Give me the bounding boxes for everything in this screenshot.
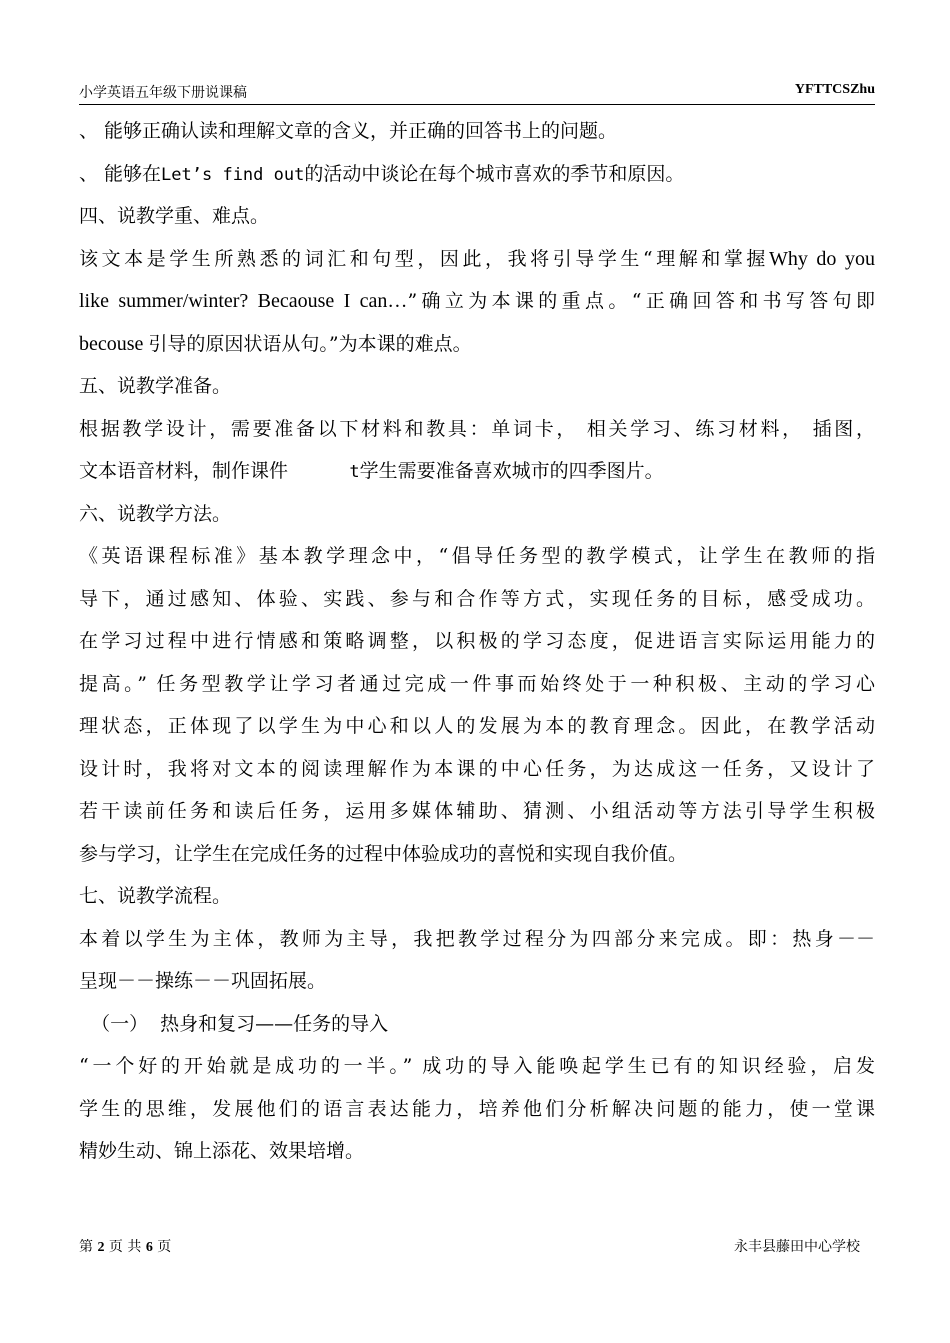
text-line: 学生的思维，发展他们的语言表达能力，培养他们分析解决问题的能力，使一堂课 (79, 1097, 875, 1120)
text-line: becouse 引导的原因状语从句。”为本课的难点。 (79, 332, 472, 355)
text-line: 、 能够正确认读和理解文章的含义，并正确的回答书上的问题。 (79, 120, 618, 142)
text-line: 、 能够在Let’s find out的活动中谈论在每个城市喜欢的季节和原因。 (79, 162, 685, 185)
document-body (79, 110, 875, 1173)
subsection-heading: （一） 热身和复习——任务的导入 (79, 1012, 389, 1035)
text-line: 《英语课程标准》基本教学理念中，“倡导任务型的教学模式，让学生在教师的指 (79, 545, 875, 567)
text-line: 根据教学设计，需要准备以下材料和教具：单词卡， 相关学习、练习材料， 插图， (79, 417, 875, 440)
section-heading: 七、说教学流程。 (79, 885, 232, 907)
header-title: 小学英语五年级下册说课稿 (79, 85, 247, 101)
text-line: 导下，通过感知、体验、实践、参与和合作等方式，实现任务的目标，感受成功。 (79, 587, 875, 610)
text-line: 精妙生动、锦上添花、效果培增。 (79, 1140, 365, 1162)
text-line: 文本语音材料，制作课件 t学生需要准备喜欢城市的四季图片。 (79, 460, 664, 482)
text-line: 若干读前任务和读后任务，运用多媒体辅助、猜测、小组活动等方法引导学生积极 (79, 800, 875, 822)
text-line: 本着以学生为主体，教师为主导，我把教学过程分为四部分来完成。即：热身－－ (79, 927, 875, 950)
text-line: 理状态，正体现了以学生为中心和以人的发展为本的教育理念。因此，在教学活动 (79, 715, 875, 737)
text-line: “一个好的开始就是成功的一半。” 成功的导入能唤起学生已有的知识经验，启发 (79, 1055, 875, 1077)
text-line: 呈现－－操练－－巩固拓展。 (79, 970, 327, 992)
text-line: 在学习过程中进行情感和策略调整，以积极的学习态度，促进语言实际运用能力的 (79, 630, 875, 652)
text-line: 设计时，我将对文本的阅读理解作为本课的中心任务，为达成这一任务，又设计了 (79, 757, 875, 780)
header-code: YFTTCSZhu (794, 82, 875, 97)
page-header (79, 82, 875, 105)
text-line: 提高。” 任务型教学让学习者通过完成一件事而始终处于一种积极、主动的学习心 (79, 672, 875, 695)
text-line: 该文本是学生所熟悉的词汇和句型，因此，我将引导学生“理解和掌握Why do you (79, 247, 875, 270)
school-name: 永丰县藤田中心学校 (734, 1239, 860, 1255)
section-heading: 五、说教学准备。 (79, 375, 232, 397)
text-line: 参与学习，让学生在完成任务的过程中体验成功的喜悦和实现自我价值。 (79, 842, 688, 865)
text-line: like summer/winter? Becaouse I can…”确立为本课的重点。“正确回答和书写答句即 (79, 290, 875, 312)
section-heading: 六、说教学方法。 (79, 502, 232, 525)
section-heading: 四、说教学重、难点。 (79, 205, 270, 227)
page-number: 第 2 页 共 6 页 (79, 1239, 172, 1255)
